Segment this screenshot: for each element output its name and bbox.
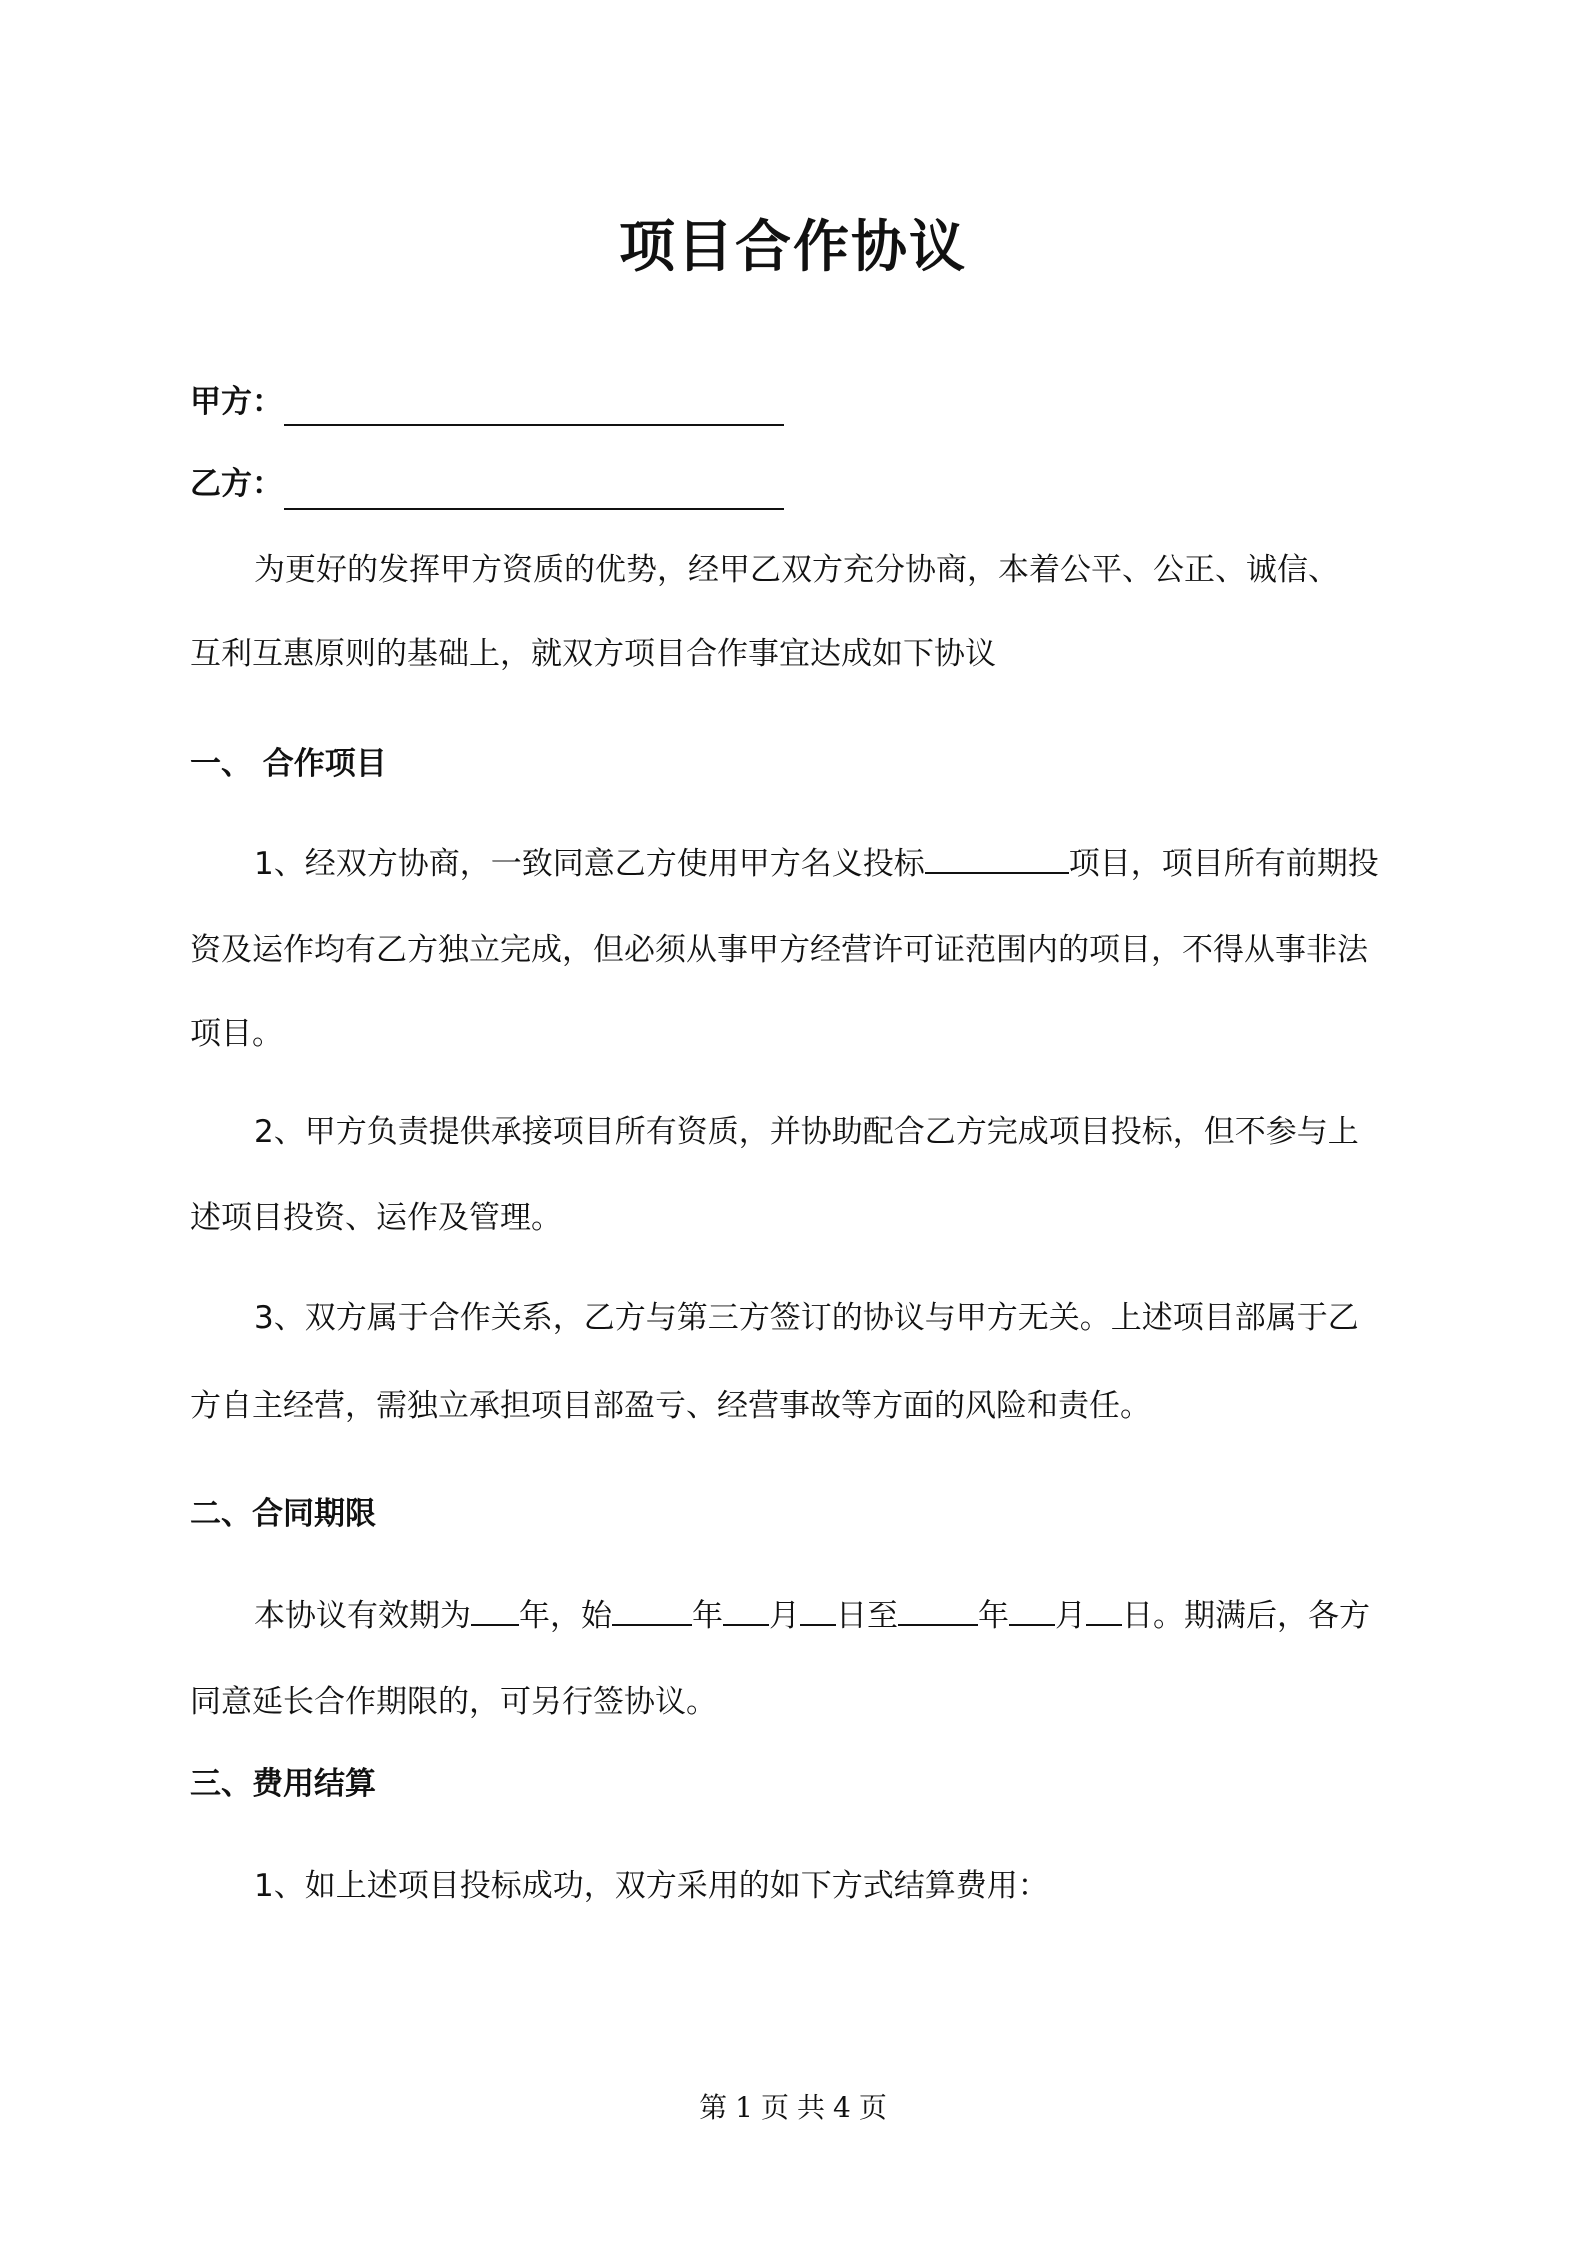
start-day-blank[interactable] [800, 1594, 836, 1626]
section-1-item-1-line-2: 资及运作均有乙方独立完成，但必须从事甲方经营许可证范围内的项目，不得从事非法 [190, 932, 1368, 968]
section-1-item-1-text-a: 1、经双方协商，一致同意乙方使用甲方名义投标 [254, 846, 925, 882]
section-1-heading: 一、 合作项目 [190, 746, 387, 782]
footer-text-3: 共 [797, 2091, 826, 2124]
end-year-blank[interactable] [898, 1594, 978, 1626]
end-month-blank[interactable] [1009, 1594, 1055, 1626]
section-1-item-1-line-3: 项目。 [190, 1016, 283, 1052]
section-1-item-3-line-1: 3、双方属于合作关系，乙方与第三方签订的协议与甲方无关。上述项目部属于乙 [254, 1300, 1359, 1336]
section-3-heading: 三、费用结算 [190, 1766, 376, 1802]
start-year-blank[interactable] [612, 1594, 692, 1626]
term-text-4: 月 [769, 1598, 800, 1634]
section-2-heading: 二、合同期限 [190, 1496, 376, 1532]
party-a-label: 甲方： [190, 384, 283, 420]
party-b-blank[interactable] [284, 508, 784, 510]
term-text-7: 月 [1055, 1598, 1086, 1634]
term-text-3: 年 [692, 1598, 723, 1634]
start-month-blank[interactable] [723, 1594, 769, 1626]
party-a-blank[interactable] [284, 424, 784, 426]
section-3-item-1: 1、如上述项目投标成功，双方采用的如下方式结算费用： [254, 1868, 1049, 1904]
section-1-item-1-line-1 [254, 842, 1379, 886]
section-2-line-1 [254, 1594, 1370, 1638]
term-text-1: 本协议有效期为 [254, 1598, 471, 1634]
footer-text-4: 页 [858, 2091, 887, 2124]
document-title: 项目合作协议 [619, 215, 967, 280]
term-text-2: 年，始 [519, 1598, 612, 1634]
term-text-8: 日。期满后，各方 [1122, 1598, 1370, 1634]
term-text-5: 日至 [836, 1598, 898, 1634]
section-2-line-2: 同意延长合作期限的，可另行签协议。 [190, 1684, 717, 1720]
section-1-item-3-line-2: 方自主经营，需独立承担项目部盈亏、经营事故等方面的风险和责任。 [190, 1388, 1151, 1424]
intro-line-2: 互利互惠原则的基础上，就双方项目合作事宜达成如下协议 [190, 636, 996, 672]
intro-line-1: 为更好的发挥甲方资质的优势，经甲乙双方充分协商，本着公平、公正、诚信、 [254, 552, 1339, 588]
footer-page-number: 1 [735, 2091, 753, 2124]
page-footer [0, 2088, 1586, 2128]
term-text-6: 年 [978, 1598, 1009, 1634]
section-1-item-2-line-1: 2、甲方负责提供承接项目所有资质，并协助配合乙方完成项目投标，但不参与上 [254, 1114, 1359, 1150]
end-day-blank[interactable] [1086, 1594, 1122, 1626]
project-name-blank[interactable] [925, 842, 1069, 874]
footer-total-pages: 4 [833, 2091, 851, 2124]
footer-text-2: 页 [760, 2091, 789, 2124]
party-b-label: 乙方： [190, 466, 283, 502]
section-1-item-2-line-2: 述项目投资、运作及管理。 [190, 1200, 562, 1236]
section-1-item-1-text-b: 项目，项目所有前期投 [1068, 846, 1379, 882]
term-years-blank[interactable] [471, 1594, 519, 1626]
footer-text-1: 第 [699, 2091, 728, 2124]
